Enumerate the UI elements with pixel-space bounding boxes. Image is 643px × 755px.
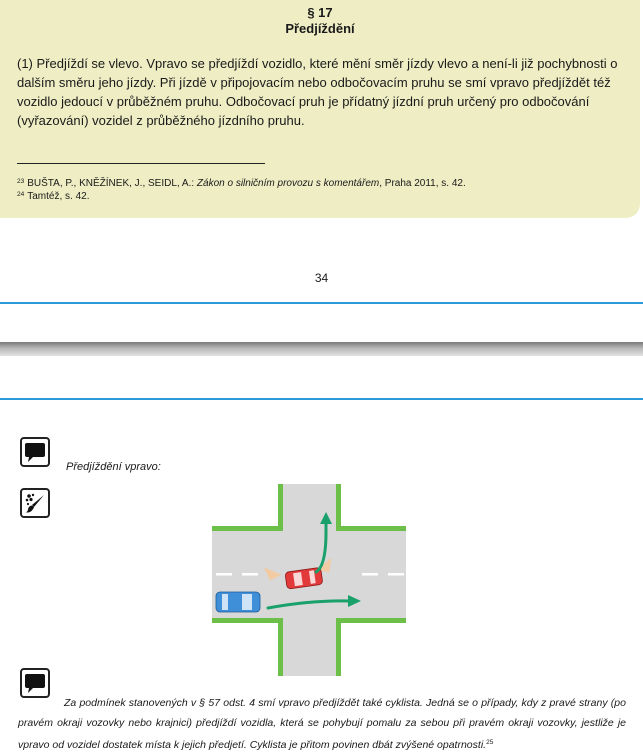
footnote-divider xyxy=(17,163,265,164)
footnote-23 xyxy=(17,176,466,190)
footnote-number: 23 xyxy=(17,178,25,185)
footnote-text: Tamtéž, s. 42. xyxy=(27,191,90,202)
footnote-publication: , Praha 2011, s. 42. xyxy=(379,178,466,189)
intersection-diagram xyxy=(212,484,406,676)
section-number: § 17 xyxy=(307,5,333,20)
footnote-book-title: Zákon o silničním provozu s komentářem xyxy=(196,178,380,189)
diagram-caption: Předjíždění vpravo: xyxy=(66,461,161,473)
page-number: 34 xyxy=(314,271,329,285)
page-bottom-rule xyxy=(0,302,643,304)
page-top-rule xyxy=(0,398,643,400)
footnote-24 xyxy=(17,189,89,203)
page-separator xyxy=(0,342,643,356)
footnote-authors: BUŠTA, P., KNĚŽÍNEK, J., SEIDL, A.: xyxy=(27,178,197,189)
blue-car xyxy=(216,592,260,612)
speech-bubble-icon xyxy=(20,437,50,467)
law-section-box xyxy=(0,0,640,218)
footnote-number: 24 xyxy=(17,191,25,198)
bottom-paragraph xyxy=(18,693,626,755)
paint-brush-icon xyxy=(20,488,50,518)
section-title: Předjíždění xyxy=(285,21,355,36)
bottom-paragraph-text: Za podmínek stanovených v § 57 odst. 4 smí vpravo předjíždět také cyklista. Jedná se o případy, kdy z pravé strany (po pravém okraji vozovky nebo krajnici) předjíždí vozidla, která se pohybují pomalu za sebou při pravém okraji vozovky, jestliže je vpravo od vozidel dostatek místa k jejich předjetí. Cyklista je přitom povinen dbát zvýšené opatrnosti. xyxy=(18,697,626,751)
law-paragraph: (1) Předjíždí se vlevo. Vpravo se předjíždí vozidlo, které mění směr jízdy vlevo a není-li již pochybnosti o dalším směru jeho jízdy. Při jízdě v připojovacím nebo odbočovacím pruhu se smí vpravo předjíždět též vozidlo jedoucí v průběžném pruhu. Odbočovací pruh je přídatný jízdní pruh určený pro odbočování (vyřazování) vozidel z průběžného jízdního pruhu. xyxy=(17,56,618,128)
footnote-reference: 25 xyxy=(486,739,494,746)
